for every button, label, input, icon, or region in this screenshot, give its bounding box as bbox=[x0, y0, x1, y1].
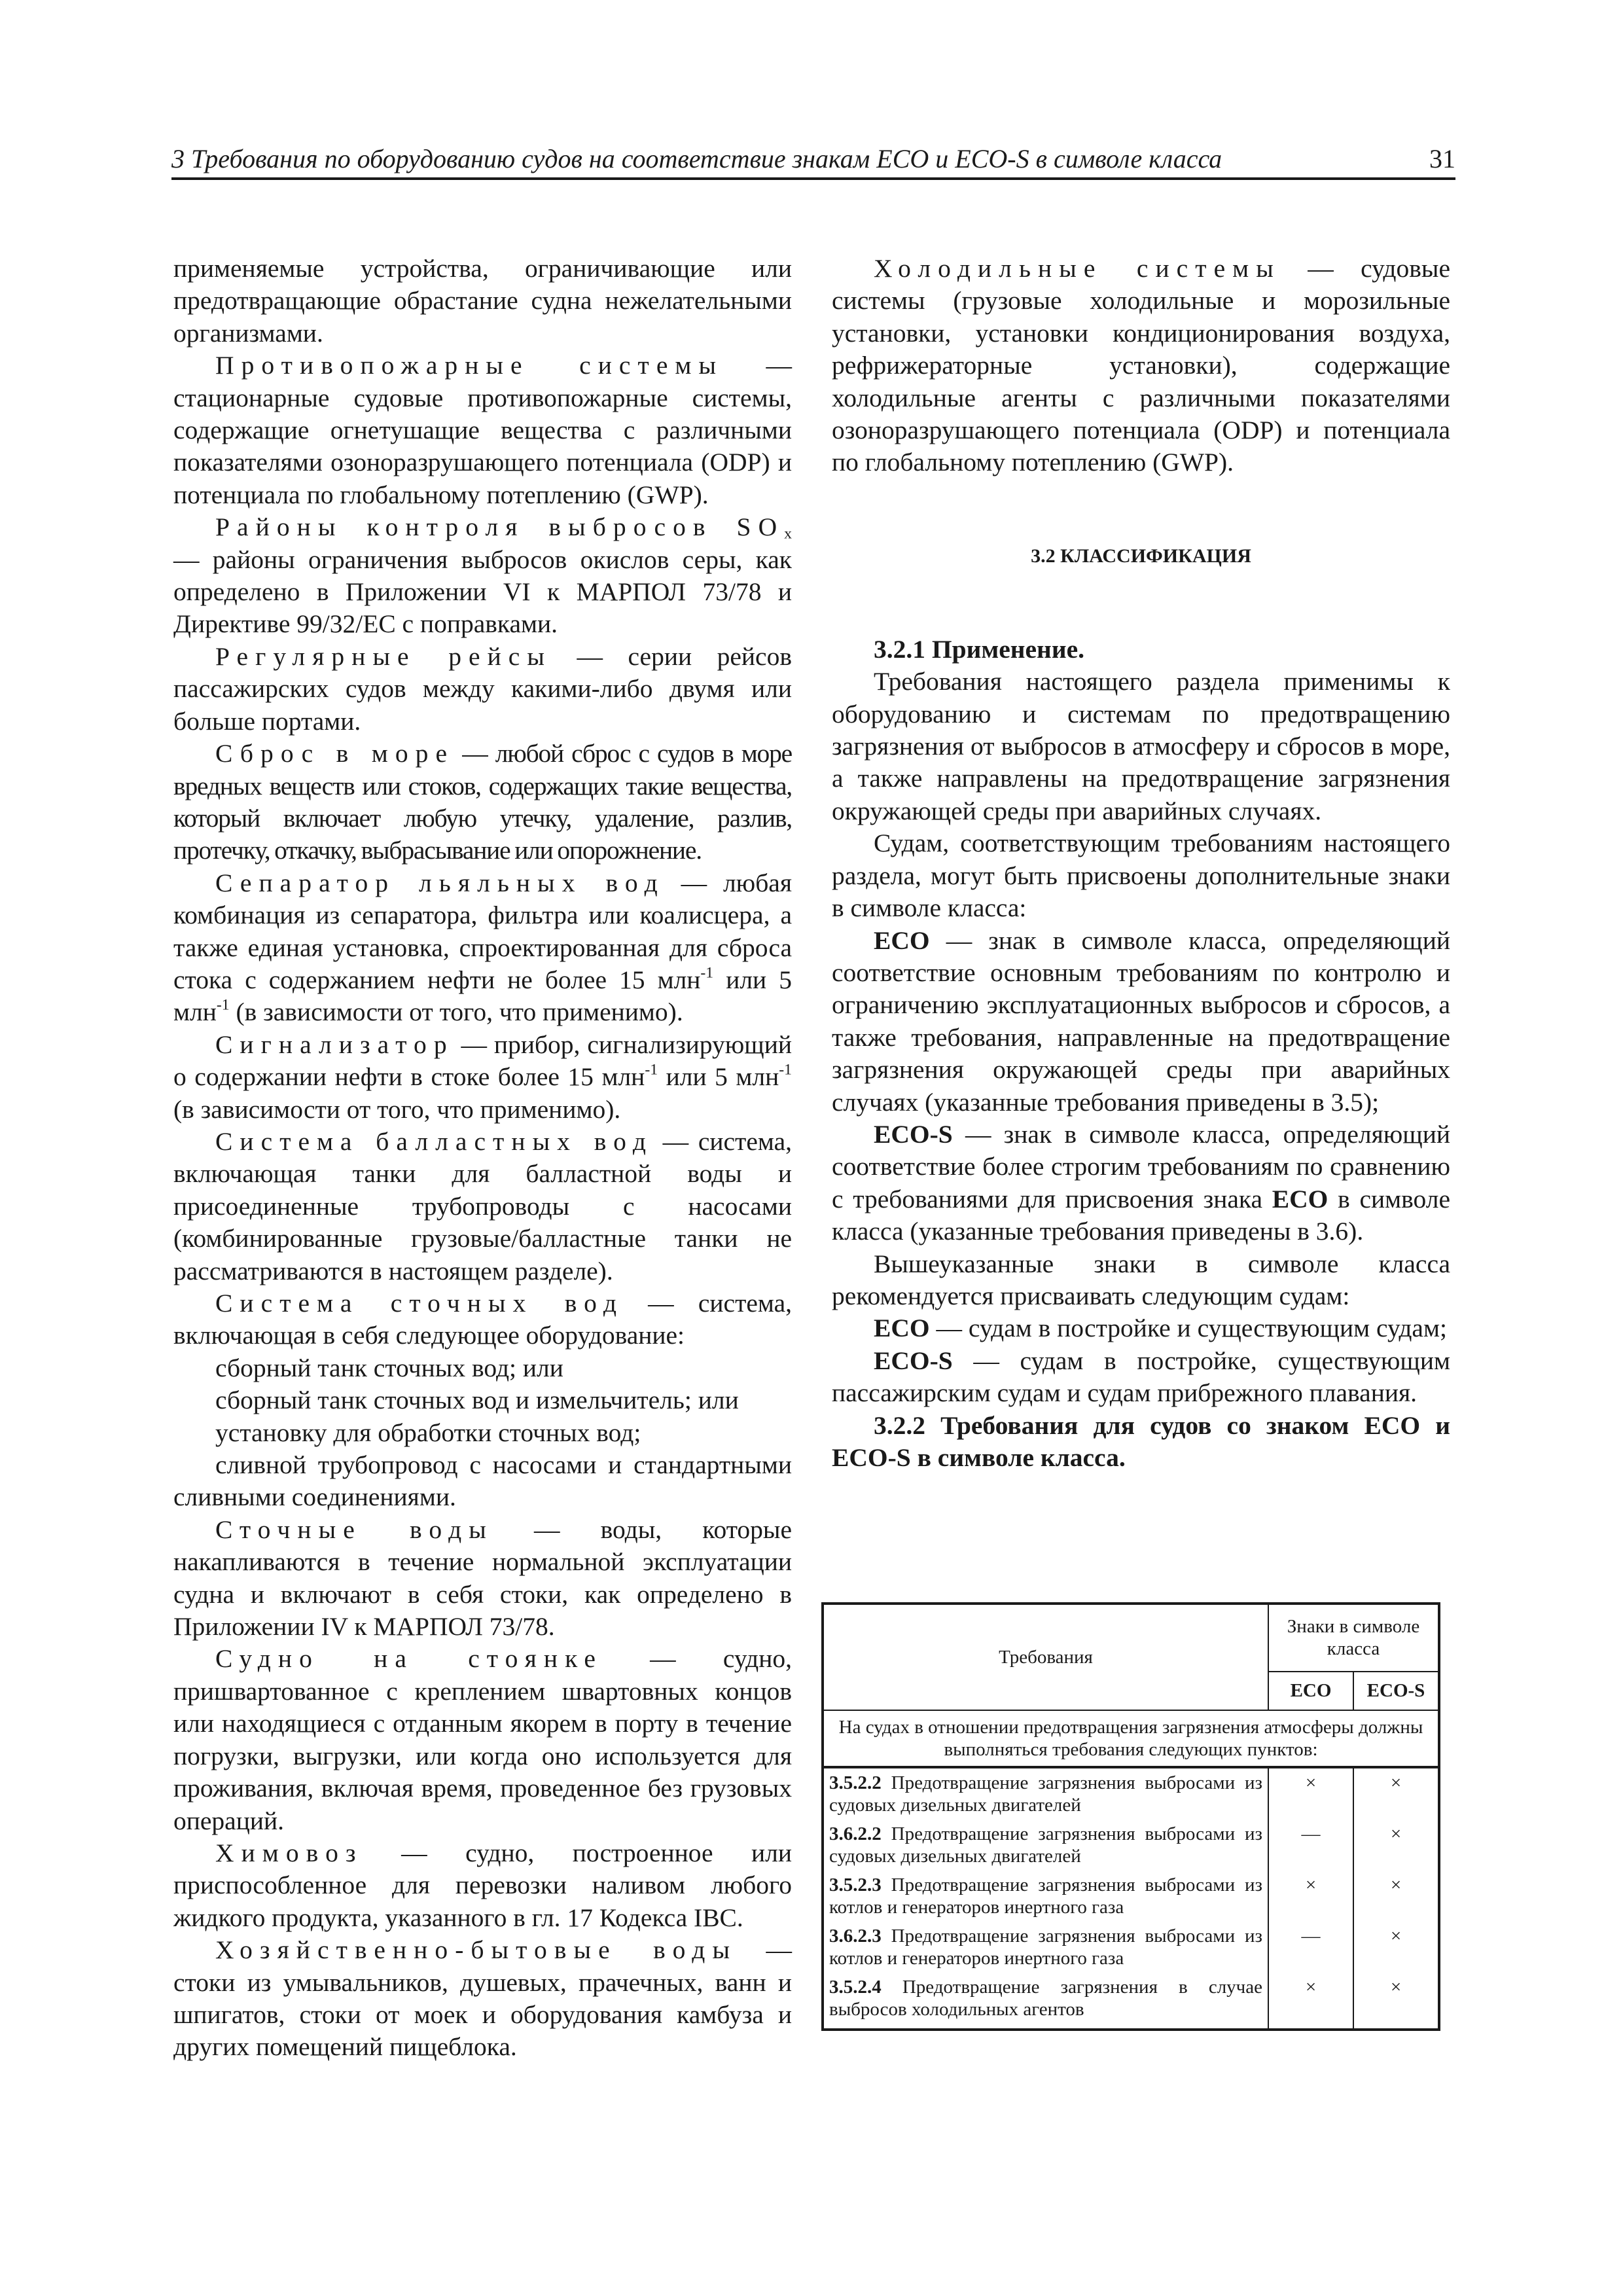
header-class-marks: Знаки в символе класса bbox=[1268, 1604, 1439, 1672]
definition-ship-at-anchor bbox=[173, 1643, 792, 1837]
table-row bbox=[823, 1767, 1439, 1820]
sup-b: -1 bbox=[779, 1061, 792, 1079]
def-bilge-separator-a: — любая комбинация из сепаратора, фильтра или коалисцера, а также единая установка, спроектированная для сброса стока с содержанием нефти не более 15 млн bbox=[173, 868, 792, 994]
definition-sewage bbox=[173, 1514, 792, 1643]
definition-discharge bbox=[173, 738, 792, 867]
definition-sox-areas bbox=[173, 511, 792, 641]
definition-refrigeration bbox=[832, 253, 1450, 479]
recommend-eco-s-text: — судам в постройке, существующим пассажирским судам и судам прибрежного плавания. bbox=[832, 1346, 1450, 1408]
table-note: На судах в отношении предотвращения загрязнения атмосферы должны выполняться требования следующих пунктов: bbox=[823, 1710, 1439, 1767]
def-chemical-tanker: — судно, построенное или приспособленное для перевозки наливом любого жидкого продукта, указанного в гл. 17 Кодекса IBC. bbox=[173, 1838, 792, 1932]
definition-eco bbox=[832, 925, 1450, 1119]
def-regular-voyages: — серии рейсов пассажирских судов между какими-либо двумя или больше портами. bbox=[173, 641, 792, 736]
row-ref: 3.6.2.3 bbox=[829, 1926, 882, 1946]
term-chemical-tanker: Химовоз bbox=[215, 1838, 363, 1867]
list-item: сборный танк сточных вод и измельчитель; или bbox=[215, 1386, 739, 1415]
sup-b: -1 bbox=[216, 996, 230, 1014]
paragraph-apply: Требования настоящего раздела применимы к оборудованию и системам по предотвращению загрязнения от выбросов в атмосферу и сбросов в море, а также направлены на предотвращение загрязнения окружающей среды при аварийных случаях. bbox=[832, 667, 1450, 825]
table-row bbox=[823, 1922, 1439, 1973]
row-requirement bbox=[823, 1973, 1268, 2030]
row-eco-s-mark: × bbox=[1353, 1820, 1439, 1871]
definition-eco-s bbox=[832, 1119, 1450, 1248]
def-fire-systems: — стационарные судовые противопожарные системы, содержащие огнетушащие вещества с различными показателями озоноразрушающего потенциала (ODP) и потенциала по глобальному потеплению (GWP). bbox=[173, 351, 793, 509]
row-eco-mark: — bbox=[1268, 1820, 1353, 1871]
row-ref: 3.5.2.2 bbox=[829, 1772, 882, 1793]
eco-label: ECO bbox=[874, 925, 930, 955]
section-title: 3.2 КЛАССИФИКАЦИЯ bbox=[1031, 545, 1251, 567]
term-bilge-separator: Сепаратор льяльных вод bbox=[215, 868, 665, 897]
definition-grey-water bbox=[173, 1934, 792, 2064]
header-eco-s: ECO-S bbox=[1353, 1672, 1439, 1710]
definition-alarm bbox=[173, 1029, 792, 1126]
row-text: Предотвращение загрязнения выбросами из судовых дизельных двигателей bbox=[829, 1772, 1262, 1816]
def-ship-at-anchor: — судно, пришвартованное с креплением швартовных концов или находящиеся с отданным якорем в порту в течение погрузки, выгрузки, или когда оно используется для проживания, включая время, проведенное без грузовых операций. bbox=[173, 1644, 793, 1835]
term-refrigeration: Холодильные системы bbox=[874, 254, 1281, 283]
eco-label: ECO bbox=[874, 1314, 930, 1343]
header-eco: ECO bbox=[1268, 1672, 1353, 1710]
row-eco-s-mark: × bbox=[1353, 1973, 1439, 2030]
row-eco-mark: — bbox=[1268, 1922, 1353, 1973]
row-text: Предотвращение загрязнения выбросами из котлов и генераторов инертного газа bbox=[829, 1874, 1262, 1918]
eco-inline-label: ЕСО bbox=[1272, 1184, 1329, 1213]
term-discharge: Сброс в море bbox=[215, 739, 455, 768]
requirements-table bbox=[821, 1602, 1440, 2031]
header-title: 3 Требования по оборудованию судов на соответствие знакам ЕСО и ECO-S в символе класса bbox=[171, 144, 1222, 173]
def-bilge-separator-b: или 5 млн bbox=[173, 965, 792, 1027]
def-grey-water: — стоки из умывальников, душевых, прачечных, ванн и шпигатов, стоки от моек и оборудования камбуза и других помещений пищеблока. bbox=[173, 1935, 793, 2062]
term-alarm: Сигнализатор bbox=[215, 1030, 454, 1059]
paragraph-ships: Судам, соответствующим требованиям настоящего раздела, могут быть присвоены дополнительные знаки в символе класса: bbox=[832, 829, 1450, 923]
row-eco-mark: × bbox=[1268, 1767, 1353, 1820]
definition-chemical-tanker bbox=[173, 1837, 792, 1934]
row-text: Предотвращение загрязнения в случае выбросов холодильных агентов bbox=[829, 1977, 1262, 2020]
term-fire-systems: Противопожарные системы bbox=[215, 351, 724, 380]
row-eco-s-mark: × bbox=[1353, 1922, 1439, 1973]
def-eco: — знак в символе класса, определяющий соответствие основным требованиям по контролю и ограничению эксплуатационных выбросов и сбросов, а также требования, направленные на предотвращение загрязнения окружающей среды при аварийных случаях (указанные требования приведены в 3.5); bbox=[832, 925, 1450, 1117]
running-header bbox=[171, 141, 1455, 180]
def-alarm-a: — прибор, сигнализирующий о содержании нефти в стоке более 15 млн bbox=[173, 1030, 792, 1092]
def-alarm-b: или 5 млн bbox=[658, 1062, 779, 1092]
list-item: установку для обработки сточных вод; bbox=[215, 1418, 641, 1447]
paragraph-intro: применяемые устройства, ограничивающие или предотвращающие обрастание судна нежелательными организмами. bbox=[173, 254, 792, 348]
def-sox-areas: — районы ограничения выбросов окислов серы, как определено в Приложении VI к МАРПОЛ 73/78 и Директиве 99/32/ЕС с поправками. bbox=[173, 545, 792, 639]
recommend-eco bbox=[832, 1312, 1450, 1344]
row-eco-mark: × bbox=[1268, 1871, 1353, 1922]
eco-s-label: ECO-S bbox=[874, 1119, 953, 1149]
sup-a: -1 bbox=[700, 964, 714, 982]
term-ballast-system: Система балластных вод bbox=[215, 1126, 653, 1156]
table-header-row bbox=[823, 1604, 1439, 1672]
row-eco-s-mark: × bbox=[1353, 1871, 1439, 1922]
table-note-row bbox=[823, 1710, 1439, 1767]
right-column bbox=[832, 253, 1450, 1474]
row-ref: 3.5.2.3 bbox=[829, 1874, 882, 1895]
recommend-eco-s bbox=[832, 1345, 1450, 1410]
term-ship-at-anchor: Судно на стоянке bbox=[215, 1644, 603, 1674]
row-text: Предотвращение загрязнения выбросами из судовых дизельных двигателей bbox=[829, 1823, 1262, 1867]
row-requirement bbox=[823, 1820, 1268, 1871]
recommend-eco-text: — судам в постройке и существующим судам; bbox=[929, 1314, 1447, 1343]
definition-ballast-system bbox=[173, 1126, 792, 1287]
table-row bbox=[823, 1820, 1439, 1871]
def-eco-s-b: в символе класса (указанные требования приведены в 3.6). bbox=[832, 1184, 1450, 1246]
definition-bilge-separator bbox=[173, 867, 792, 1029]
def-discharge: — любой сброс с судов в море вредных веществ или стоков, содержащих такие вещества, который включает любую утечку, удаление, разлив, протечку, откачку, выбрасывание или опорожнение. bbox=[173, 739, 792, 865]
subsection-heading-322: 3.2.2 Требования для судов со знаком ЕСО и ECO-S в символе класса. bbox=[832, 1410, 1450, 1472]
definition-sewage-system bbox=[173, 1287, 792, 1352]
sup-a: -1 bbox=[645, 1061, 658, 1079]
term-sewage-system: Система сточных вод bbox=[215, 1289, 624, 1318]
term-sox-areas: Районы контроля выбросов SO bbox=[215, 512, 785, 542]
row-ref: 3.5.2.4 bbox=[829, 1977, 882, 1998]
list-item: сливной трубопровод с насосами и стандартными сливными соединениями. bbox=[173, 1450, 792, 1512]
def-eco-s-a: — знак в символе класса, определяющий соответствие более строгим требованиям по сравнению с требованиями для присвоения знака bbox=[832, 1119, 1450, 1213]
term-sewage: Сточные воды bbox=[215, 1515, 493, 1544]
row-requirement bbox=[823, 1922, 1268, 1973]
definition-fire-systems bbox=[173, 350, 792, 511]
row-eco-mark: × bbox=[1268, 1973, 1353, 2030]
def-ballast-system: — система, включающая танки для балластной воды и присоединенные трубопроводы с насосами (комбинированные грузовые/балластные танки не рассматриваются в настоящем разделе). bbox=[173, 1126, 792, 1285]
subsection-heading-321: 3.2.1 Применение. bbox=[874, 634, 1084, 664]
page-number: 31 bbox=[1429, 144, 1455, 173]
header-requirements: Требования bbox=[823, 1604, 1268, 1710]
sox-subscript: x bbox=[784, 525, 792, 543]
row-eco-s-mark: × bbox=[1353, 1767, 1439, 1820]
table-row bbox=[823, 1871, 1439, 1922]
left-column bbox=[173, 253, 792, 2064]
eco-s-label: ECO-S bbox=[874, 1346, 953, 1375]
row-ref: 3.6.2.2 bbox=[829, 1823, 882, 1844]
def-bilge-separator-c: (в зависимости от того, что применимо). bbox=[229, 997, 683, 1027]
row-text: Предотвращение загрязнения выбросами из котлов и генераторов инертного газа bbox=[829, 1926, 1262, 1969]
term-regular-voyages: Регулярные рейсы bbox=[215, 641, 552, 671]
term-grey-water: Хозяйственно-бытовые воды bbox=[215, 1935, 738, 1965]
list-item: сборный танк сточных вод; или bbox=[215, 1353, 563, 1382]
row-requirement bbox=[823, 1767, 1268, 1820]
def-refrigeration: — судовые системы (грузовые холодильные и морозильные установки, установки кондиционирования воздуха, рефрижераторные установки), содержащие холодильные агенты с различными показателями озоноразрушающего потенциала (ODP) и потенциала по глобальному потеплению (GWP). bbox=[832, 254, 1450, 477]
definition-regular-voyages bbox=[173, 641, 792, 738]
def-sewage-system: — система, включающая в себя следующее оборудование: bbox=[173, 1289, 792, 1350]
paragraph-recommend: Вышеуказанные знаки в символе класса рекомендуется присваивать следующим судам: bbox=[832, 1249, 1450, 1310]
row-requirement bbox=[823, 1871, 1268, 1922]
def-sewage: — воды, которые накапливаются в течение нормальной эксплуатации судна и включают в себя стоки, как определено в Приложении IV к МАРПОЛ 73/78. bbox=[173, 1515, 792, 1641]
table-row bbox=[823, 1973, 1439, 2030]
def-alarm-c: (в зависимости от того, что применимо). bbox=[173, 1094, 621, 1124]
